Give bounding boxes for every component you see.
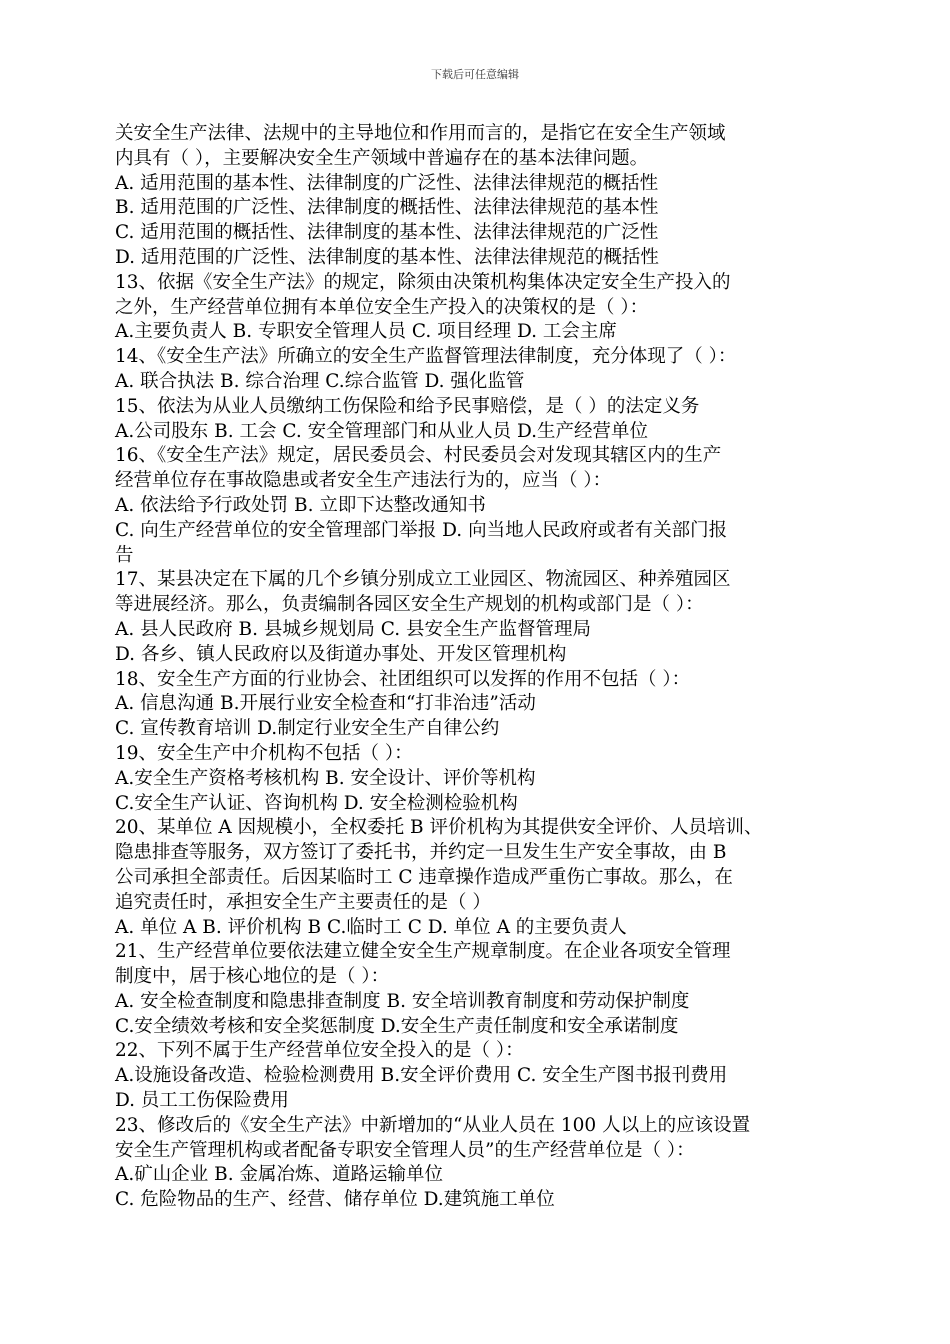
text-line: D. 各乡、镇人民政府以及街道办事处、开发区管理机构 (115, 643, 567, 665)
text-line: 16、《安全生产法》规定，居民委员会、村民委员会对发现其辖区内的生产 (115, 445, 722, 467)
page-header: 下载后可任意编辑 (431, 68, 519, 81)
text-line: A.安全生产资格考核机构 B. 安全设计、评价等机构 (115, 767, 536, 789)
text-line: 20、某单位 A 因规模小，全权委托 B 评价机构为其提供安全评价、人员培训、 (115, 817, 763, 839)
text-line: 17、某县决定在下属的几个乡镇分别成立工业园区、物流园区、种养殖园区 (115, 569, 731, 591)
document-body (115, 122, 880, 1213)
text-line: D. 适用范围的广泛性、法律制度的基本性、法律法律规范的概括性 (115, 246, 659, 268)
text-line: 隐患排查等服务，双方签订了委托书，并约定一旦发生生产安全事故，由 B (115, 842, 727, 864)
text-line: 14、《安全生产法》所确立的安全生产监督管理法律制度，充分体现了（ ）： (115, 346, 737, 368)
text-line: C.安全生产认证、咨询机构 D. 安全检测检验机构 (115, 792, 518, 814)
text-line: 追究责任时，承担安全生产主要责任的是（ ） (115, 891, 491, 913)
text-line: C. 宣传教育培训 D.制定行业安全生产自律公约 (115, 718, 500, 740)
text-line: 13、依据《安全生产法》的规定，除须由决策机构集体决定安全生产投入的 (115, 271, 731, 293)
text-line: 19、安全生产中介机构不包括（ ）： (115, 742, 413, 764)
text-line: A. 县人民政府 B. 县城乡规划局 C. 县安全生产监督管理局 (115, 618, 591, 640)
text-line: 公司承担全部责任。后因某临时工 C 违章操作造成严重伤亡事故。那么，在 (115, 866, 733, 888)
text-line: C.安全绩效考核和安全奖惩制度 D.安全生产责任制度和安全承诺制度 (115, 1015, 679, 1037)
text-line: A.主要负责人 B. 专职安全管理人员 C. 项目经理 D. 工会主席 (115, 321, 617, 343)
text-line: 22、下列不属于生产经营单位安全投入的是（ ）： (115, 1040, 524, 1062)
text-line: A. 安全检查制度和隐患排查制度 B. 安全培训教育制度和劳动保护制度 (115, 990, 690, 1012)
text-line: 之外，生产经营单位拥有本单位安全生产投入的决策权的是（ ）： (115, 296, 649, 318)
text-line: 等进展经济。那么，负责编制各园区安全生产规划的机构或部门是（ ）： (115, 594, 704, 616)
text-line: C. 适用范围的概括性、法律制度的基本性、法律法律规范的广泛性 (115, 222, 659, 244)
text-line: D. 员工工伤保险费用 (115, 1090, 289, 1112)
text-line: A. 单位 A B. 评价机构 B C.临时工 C D. 单位 A 的主要负责人 (115, 916, 627, 938)
text-line: A.公司股东 B. 工会 C. 安全管理部门和从业人员 D.生产经营单位 (115, 420, 649, 442)
text-line: 18、安全生产方面的行业协会、社团组织可以发挥的作用不包括（ ）： (115, 668, 691, 690)
text-line: 关安全生产法律、法规中的主导地位和作用而言的，是指它在安全生产领域 (115, 123, 726, 144)
text-line: 内具有（ ），主要解决安全生产领域中普遍存在的基本法律问题。 (115, 147, 649, 169)
text-line: 15、依法为从业人员缴纳工伤保险和给予民事赔偿，是（ ）的法定义务 (115, 395, 700, 417)
text-line: A. 适用范围的基本性、法律制度的广泛性、法律法律规范的概括性 (115, 172, 659, 194)
text-line: C. 向生产经营单位的安全管理部门举报 D. 向当地人民政府或者有关部门报 (115, 519, 728, 541)
text-line: A. 依法给予行政处罚 B. 立即下达整改通知书 (115, 494, 486, 516)
text-line: 21、生产经营单位要依法建立健全安全生产规章制度。在企业各项安全管理 (115, 941, 731, 963)
text-line: A.设施设备改造、检验检测费用 B.安全评价费用 C. 安全生产图书报刊费用 (115, 1065, 728, 1087)
text-line: 制度中，居于核心地位的是（ ）： (115, 966, 390, 988)
text-line: 经营单位存在事故隐患或者安全生产违法行为的，应当（ ）： (115, 470, 612, 492)
text-line: 告 (115, 544, 134, 566)
text-line: 安全生产管理机构或者配备专职安全管理人员”的生产经营单位是（ ）： (115, 1139, 695, 1161)
text-line: A. 信息沟通 B.开展行业安全检查和“打非治违”活动 (115, 693, 536, 715)
text-line: C. 危险物品的生产、经营、储存单位 D.建筑施工单位 (115, 1189, 555, 1211)
text-line: B. 适用范围的广泛性、法律制度的概括性、法律法律规范的基本性 (115, 197, 659, 219)
text-line: A.矿山企业 B. 金属冶炼、道路运输单位 (115, 1164, 443, 1186)
text-line: A. 联合执法 B. 综合治理 C.综合监管 D. 强化监管 (115, 370, 525, 392)
text-line: 23、修改后的《安全生产法》中新增加的“从业人员在 100 人以上的应该设置 (115, 1114, 751, 1136)
